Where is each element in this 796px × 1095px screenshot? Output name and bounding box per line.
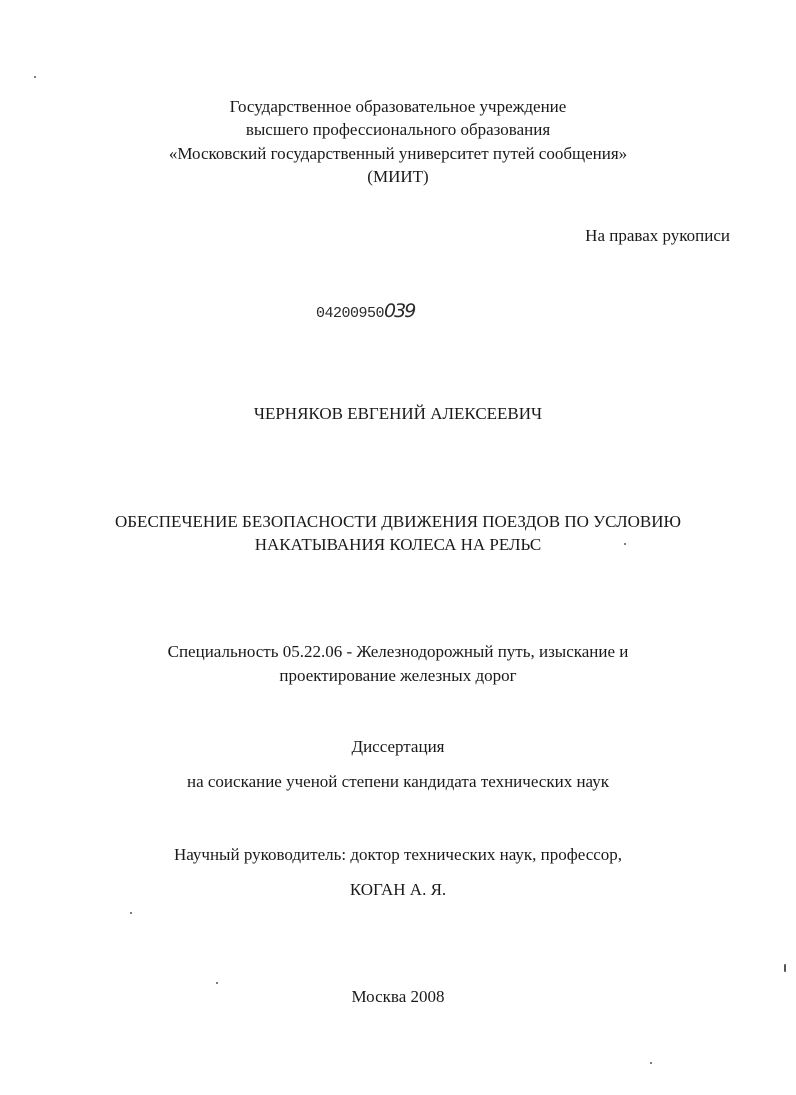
supervisor-role: Научный руководитель: доктор технических наук, профессор, [173,845,623,864]
registration-code-printed: 04200950 [316,305,385,322]
work-type: Диссертация [351,737,445,756]
header-line-1: Государственное образовательное учреждение [229,97,567,116]
header-line-3: «Московский государственный университет путей сообщения» [168,144,628,163]
specialty-line-1: Специальность 05.22.06 - Железнодорожный путь, изыскание и [167,642,629,661]
scan-speck [784,964,786,972]
title-line-2: НАКАТЫВАНИЯ КОЛЕСА НА РЕЛЬС [254,535,542,554]
specialty-line-2: проектирование железных дорог [279,666,517,685]
scan-speck [34,76,36,78]
place-year: Москва 2008 [351,987,445,1006]
scan-speck [624,543,626,545]
scan-speck [216,982,218,984]
manuscript-note: На правах рукописи [585,226,730,245]
registration-code [316,300,414,322]
scan-speck [650,1062,652,1064]
header-line-2: высшего профессионального образования [245,120,551,139]
title-line-1: ОБЕСПЕЧЕНИЕ БЕЗОПАСНОСТИ ДВИЖЕНИЯ ПОЕЗДОВ ПО УСЛОВИЮ [115,512,681,531]
author-name: ЧЕРНЯКОВ ЕВГЕНИЙ АЛЕКСЕЕВИЧ [253,404,543,423]
supervisor-name: КОГАН А. Я. [349,880,447,899]
registration-code-handwritten: 039 [384,300,415,322]
header-line-4: (МИИТ) [367,167,429,186]
degree: на соискание ученой степени кандидата технических наук [186,772,609,791]
scan-speck [130,912,132,914]
